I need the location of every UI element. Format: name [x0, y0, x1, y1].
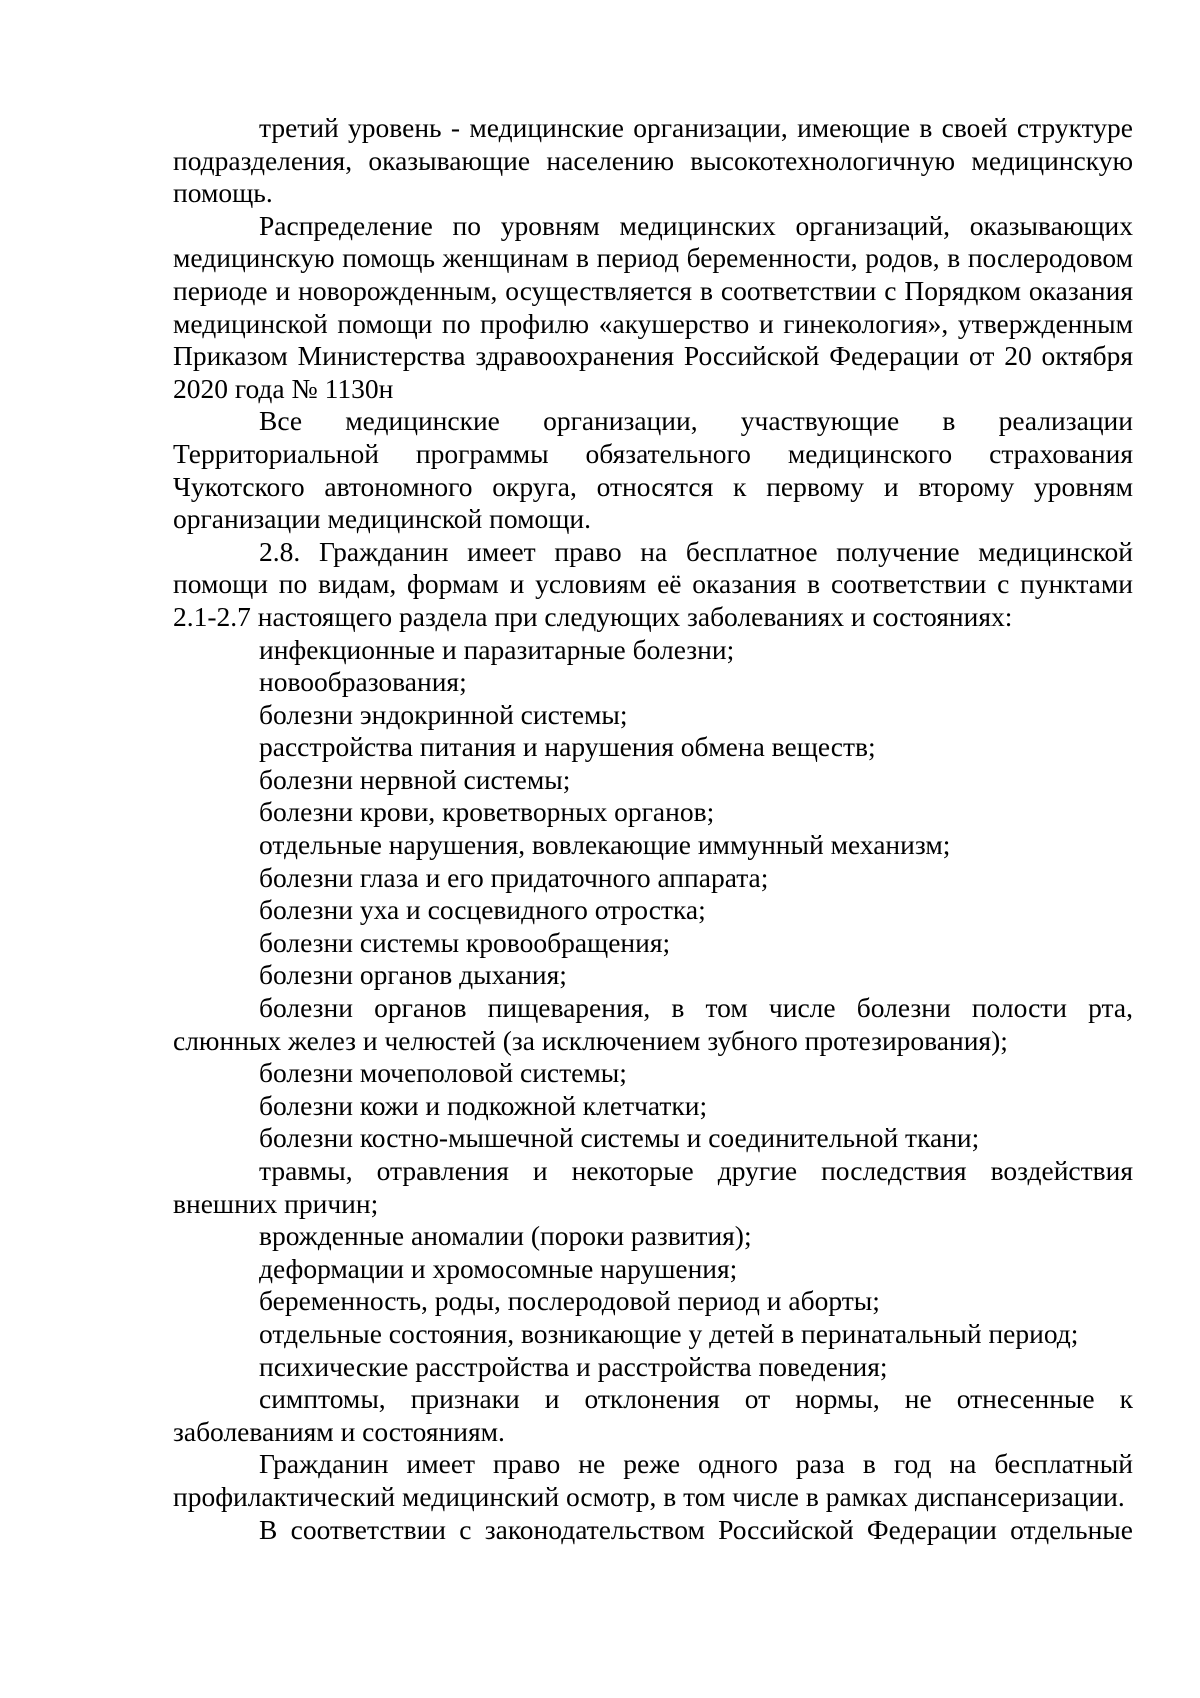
list-item: отдельные нарушения, вовлекающие иммунный механизм; [259, 829, 951, 861]
paragraph-distribution: Распределение по уровням медицинских организаций, оказывающих медицинскую помощь женщинам в период беременности, родов, в послеродовом периоде и новорожденным, осуществляется в соответствии с Порядком оказания медицинской помощи по профилю «акушерство и гинекология», утвержденным Приказом Министерства здравоохранения Российской Федерации от 20 октября 2020 года № 1130н [173, 209, 1133, 404]
list-item: болезни эндокринной системы; [259, 698, 628, 730]
paragraph-third-level: третий уровень - медицинские организации, имеющие в своей структуре подразделения, оказывающие населению высокотехнологичную медицинскую помощь. [173, 112, 1133, 209]
list-item: болезни кожи и подкожной клетчатки; [259, 1089, 708, 1121]
list-item: травмы, отравления и некоторые другие последствия воздействия внешних причин; [173, 1155, 1133, 1219]
list-item: врожденные аномалии (пороки развития); [259, 1220, 752, 1252]
disease-list [173, 634, 1133, 1449]
paragraph-2-8: 2.8. Гражданин имеет право на бесплатное получение медицинской помощи по видам, формам и условиям её оказания в соответствии с пунктами 2.1-2.7 настоящего раздела при следующих заболеваниях и состояниях: [173, 535, 1133, 632]
list-item: инфекционные и паразитарные болезни; [259, 633, 735, 665]
list-item: деформации и хромосомные нарушения; [259, 1252, 738, 1284]
list-item: психические расстройства и расстройства поведения; [259, 1350, 888, 1382]
list-item: болезни нервной системы; [259, 763, 571, 795]
document-page [173, 112, 1133, 1546]
list-item: симптомы, признаки и отклонения от нормы, не отнесенные к заболеваниям и состояниям. [173, 1383, 1133, 1447]
list-item: болезни органов дыхания; [259, 959, 567, 991]
list-item: болезни крови, кроветворных органов; [259, 796, 715, 828]
list-item: болезни органов пищеварения, в том числе болезни полости рта, слюнных желез и челюстей (за исключением зубного протезирования); [173, 992, 1133, 1056]
list-item: новообразования; [259, 666, 467, 698]
list-item: болезни уха и сосцевидного отростка; [259, 894, 706, 926]
paragraph-all-organizations: Все медицинские организации, участвующие в реализации Территориальной программы обязательного медицинского страхования Чукотского автономного округа, относятся к первому и второму уровням организации медицинской помощи. [173, 405, 1133, 535]
list-item: болезни мочеполовой системы; [259, 1057, 627, 1089]
list-item: отдельные состояния, возникающие у детей в перинатальный период; [259, 1317, 1079, 1349]
list-item: расстройства питания и нарушения обмена веществ; [259, 731, 876, 763]
paragraph-checkup: Гражданин имеет право не реже одного раза в год на бесплатный профилактический медицинский осмотр, в том числе в рамках диспансеризации. [173, 1448, 1133, 1512]
list-item: болезни костно-мышечной системы и соединительной ткани; [259, 1122, 980, 1154]
list-item: болезни системы кровообращения; [259, 926, 671, 958]
list-item: беременность, роды, послеродовой период и аборты; [259, 1285, 880, 1317]
list-item: болезни глаза и его придаточного аппарата; [259, 861, 769, 893]
paragraph-legislation: В соответствии с законодательством Российской Федерации отдельные [259, 1513, 1133, 1545]
